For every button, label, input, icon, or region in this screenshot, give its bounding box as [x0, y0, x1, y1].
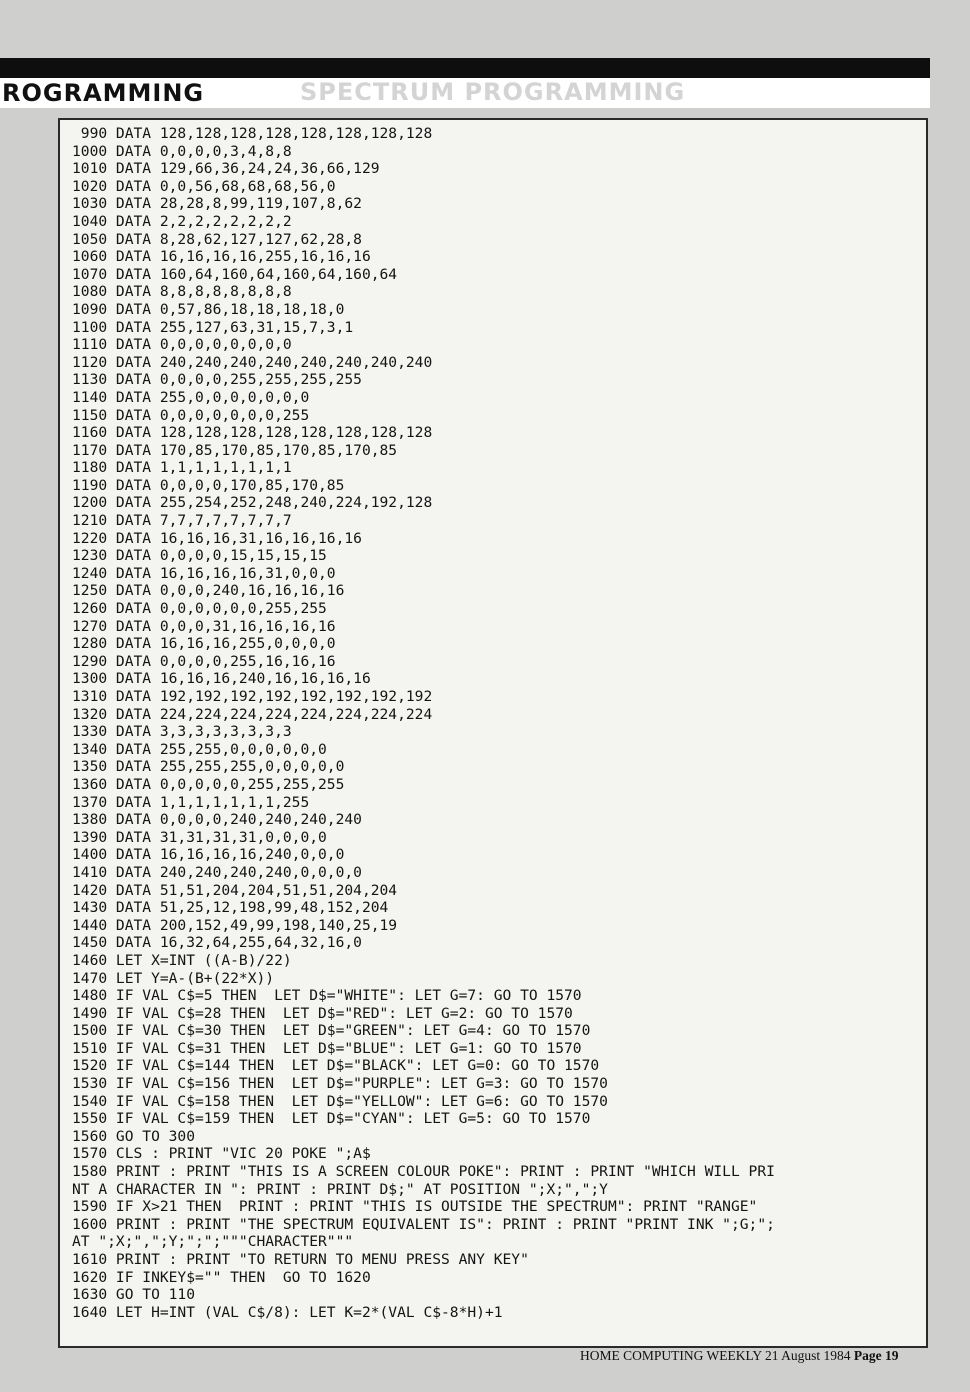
listing-line: AT ";X;",";Y;";";"""CHARACTER"""	[72, 1233, 354, 1251]
listing-line: 1190 DATA 0,0,0,0,170,85,170,85	[72, 476, 345, 494]
listing-line: 1640 LET H=INT (VAL C$/8): LET K=2*(VAL C$-8*H)+1	[72, 1303, 503, 1321]
listing-line: 1440 DATA 200,152,49,99,198,140,25,19	[72, 916, 398, 934]
listing-line: 1450 DATA 16,32,64,255,64,32,16,0	[72, 934, 362, 952]
listing-line: 1370 DATA 1,1,1,1,1,1,1,255	[72, 793, 310, 811]
listing-line: 1390 DATA 31,31,31,31,0,0,0,0	[72, 828, 327, 846]
listing-line: 1410 DATA 240,240,240,240,0,0,0,0	[72, 863, 362, 881]
listing-line: 1130 DATA 0,0,0,0,255,255,255,255	[72, 371, 362, 389]
listing-line: 1250 DATA 0,0,0,240,16,16,16,16	[72, 582, 345, 600]
listing-line: 1570 CLS : PRINT "VIC 20 POKE ";A$	[72, 1145, 371, 1163]
listing-line: 1000 DATA 0,0,0,0,3,4,8,8	[72, 142, 292, 160]
listing-line: 1490 IF VAL C$=28 THEN LET D$="RED": LET G=2: GO TO 1570	[72, 1004, 573, 1022]
listing-line: 1630 GO TO 110	[72, 1286, 196, 1304]
listing-line: 1290 DATA 0,0,0,0,255,16,16,16	[72, 652, 336, 670]
listing-line: 1270 DATA 0,0,0,31,16,16,16,16	[72, 617, 336, 635]
listing-line: 1510 IF VAL C$=31 THEN LET D$="BLUE": LET G=1: GO TO 1570	[72, 1039, 582, 1057]
header-rule	[0, 58, 930, 78]
listing-line: 1460 LET X=INT ((A-B)/22)	[72, 951, 292, 969]
listing-line: 1610 PRINT : PRINT "TO RETURN TO MENU PRESS ANY KEY"	[72, 1251, 529, 1268]
listing-line: 1150 DATA 0,0,0,0,0,0,0,255	[72, 406, 310, 424]
publication-line: HOME COMPUTING WEEKLY 21 August 1984	[580, 1348, 851, 1363]
listing-line: 1030 DATA 28,28,8,99,119,107,8,62	[72, 195, 362, 213]
listing-line: 1060 DATA 16,16,16,16,255,16,16,16	[72, 248, 371, 266]
listing-line: 1480 IF VAL C$=5 THEN LET D$="WHITE": LET G=7: GO TO 1570	[72, 987, 582, 1005]
listing-line: 1590 IF X>21 THEN PRINT : PRINT "THIS IS OUTSIDE THE SPECTRUM": PRINT "RANGE"	[72, 1198, 758, 1216]
show-through-title: SPECTRUM PROGRAMMING	[300, 78, 686, 106]
listing-line: 1310 DATA 192,192,192,192,192,192,192,192	[72, 688, 433, 705]
listing-line: 1430 DATA 51,25,12,198,99,48,152,204	[72, 899, 389, 917]
program-listing	[72, 125, 922, 1321]
listing-line: NT A CHARACTER IN ": PRINT : PRINT D$;" AT POSITION ";X;",";Y	[72, 1180, 608, 1198]
listing-line: 1140 DATA 255,0,0,0,0,0,0,0	[72, 388, 310, 406]
listing-line: 1560 GO TO 300	[72, 1127, 196, 1145]
listing-line: 1020 DATA 0,0,56,68,68,68,56,0	[72, 177, 336, 195]
listing-line: 1400 DATA 16,16,16,16,240,0,0,0	[72, 846, 345, 864]
listing-line: 990 DATA 128,128,128,128,128,128,128,128	[72, 125, 433, 142]
listing-line: 1110 DATA 0,0,0,0,0,0,0,0	[72, 336, 292, 354]
listing-line: 1320 DATA 224,224,224,224,224,224,224,224	[72, 705, 433, 723]
listing-line: 1070 DATA 160,64,160,64,160,64,160,64	[72, 265, 398, 283]
listing-line: 1180 DATA 1,1,1,1,1,1,1,1	[72, 459, 292, 477]
listing-line: 1240 DATA 16,16,16,16,31,0,0,0	[72, 564, 336, 582]
listing-line: 1500 IF VAL C$=30 THEN LET D$="GREEN": LET G=4: GO TO 1570	[72, 1022, 591, 1040]
listing-line: 1330 DATA 3,3,3,3,3,3,3,3	[72, 723, 292, 741]
section-title: ROGRAMMING	[2, 79, 205, 107]
listing-line: 1360 DATA 0,0,0,0,0,255,255,255	[72, 775, 345, 793]
listing-line: 1220 DATA 16,16,16,31,16,16,16,16	[72, 529, 362, 547]
page-number: Page 19	[853, 1348, 899, 1363]
listing-line: 1090 DATA 0,57,86,18,18,18,18,0	[72, 300, 345, 318]
listing-line: 1080 DATA 8,8,8,8,8,8,8,8	[72, 283, 292, 301]
listing-line: 1260 DATA 0,0,0,0,0,0,255,255	[72, 600, 327, 618]
listing-line: 1200 DATA 255,254,252,248,240,224,192,128	[72, 494, 433, 512]
listing-line: 1470 LET Y=A-(B+(22*X))	[72, 969, 275, 987]
listing-line: 1340 DATA 255,255,0,0,0,0,0,0	[72, 740, 327, 758]
listing-line: 1380 DATA 0,0,0,0,240,240,240,240	[72, 811, 362, 829]
listing-line: 1050 DATA 8,28,62,127,127,62,28,8	[72, 230, 362, 248]
listing-line: 1350 DATA 255,255,255,0,0,0,0,0	[72, 758, 345, 776]
listing-line: 1620 IF INKEY$="" THEN GO TO 1620	[72, 1268, 371, 1286]
listing-line: 1230 DATA 0,0,0,0,15,15,15,15	[72, 547, 327, 565]
page-footer	[580, 1348, 940, 1364]
listing-line: 1100 DATA 255,127,63,31,15,7,3,1	[72, 318, 354, 336]
listing-line: 1280 DATA 16,16,16,255,0,0,0,0	[72, 635, 336, 653]
listing-line: 1210 DATA 7,7,7,7,7,7,7,7	[72, 512, 292, 530]
listing-line: 1540 IF VAL C$=158 THEN LET D$="YELLOW": LET G=6: GO TO 1570	[72, 1092, 608, 1110]
listing-line: 1530 IF VAL C$=156 THEN LET D$="PURPLE": LET G=3: GO TO 1570	[72, 1075, 608, 1093]
listing-line: 1120 DATA 240,240,240,240,240,240,240,240	[72, 353, 433, 371]
listing-line: 1520 IF VAL C$=144 THEN LET D$="BLACK": LET G=0: GO TO 1570	[72, 1057, 600, 1075]
listing-line: 1160 DATA 128,128,128,128,128,128,128,128	[72, 424, 433, 442]
listing-line: 1600 PRINT : PRINT "THE SPECTRUM EQUIVALENT IS": PRINT : PRINT "PRINT INK ";G;";	[72, 1215, 775, 1233]
listing-line: 1580 PRINT : PRINT "THIS IS A SCREEN COLOUR POKE": PRINT : PRINT "WHICH WILL PRI	[72, 1163, 775, 1181]
program-listing-box	[58, 118, 928, 1348]
listing-line: 1550 IF VAL C$=159 THEN LET D$="CYAN": LET G=5: GO TO 1570	[72, 1110, 591, 1128]
listing-line: 1170 DATA 170,85,170,85,170,85,170,85	[72, 441, 398, 459]
listing-line: 1040 DATA 2,2,2,2,2,2,2,2	[72, 212, 292, 230]
listing-line: 1010 DATA 129,66,36,24,24,36,66,129	[72, 160, 380, 178]
listing-line: 1420 DATA 51,51,204,204,51,51,204,204	[72, 881, 398, 899]
listing-line: 1300 DATA 16,16,16,240,16,16,16,16	[72, 670, 371, 688]
